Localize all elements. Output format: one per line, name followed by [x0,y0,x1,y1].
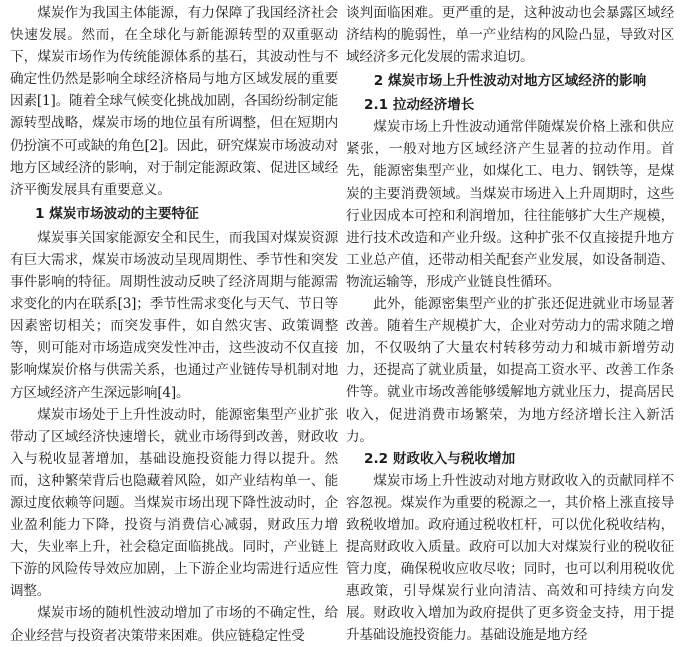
body-paragraph: 煤炭作为我国主体能源，有力保障了我国经济社会快速发展。然而，在全球化与新能源转型的双重驱动下，煤炭市场作为传统能源体系的基石，其波动性与不确定性仍然是影响全球经济格局与地方区域发展的重要因素[1]。随着全球气候变化挑战加剧，各国纷纷制定能源转型战略，煤炭市场的地位虽有所调整，但在短期内仍扮演不可或缺的角色[2]。因此，研究煤炭市场波动对地方区域经济的影响，对于制定能源政策、促进区域经济平衡发展具有重要意义。 [10,5,338,198]
body-paragraph: 煤炭市场上升性波动对地方财政收入的贡献同样不容忽视。煤炭作为重要的税源之一，其价格上涨直接导致税收增加。政府通过税收杠杆，可以优化税收结构，提高财政收入质量。政府可以加大对煤炭行业的税收征管力度，确保税收应收尽收；同时，也可以利用税收优惠政策，引导煤炭行业向清洁、高效和可持续方向发展。财政收入增加为政府提供了更多资金支持，用于提升基础设施投资能力。基础设施是地方经 [346,472,674,644]
body-paragraph: 煤炭市场处于上升性波动时，能源密集型产业扩张带动了区域经济快速增长，就业市场得到改善，财政收入与税收显著增加，基础设施投资能力得以提升。然而，这种繁荣背后也隐藏着风险，如产业结构单一、能源过度依赖等问题。当煤炭市场出现下降性波动时，企业盈利能力下降，投资与消费信心减弱，财政压力增大，失业率上升，社会稳定面临挑战。同时，产业链上下游的风险传导效应加剧，上下游企业均需进行适应性调整。 [10,406,338,600]
subsection-heading [346,448,674,470]
subsection-title: 拉动经济增长 [392,97,475,114]
subsection-heading [346,94,674,116]
body-paragraph: 煤炭市场上升性波动通常伴随煤炭价格上涨和供应紧张，一般对地方区域经济产生显著的拉动作用。首先，能源密集型产业，如煤化工、电力、钢铁等，是煤炭的主要消费领域。当煤炭市场进入上升周期时，这些行业因成本可控和利润增加，往往能够扩大生产规模，进行技术改造和产业升级。这种扩张不仅直接提升地方工业总产值，还带动相关配套产业发展，如设备制造、物流运输等，形成产业链良性循环。 [346,119,674,290]
section-heading: 1 煤炭市场波动的主要特征 [35,205,199,222]
subsection-number: 2.1 [364,97,389,114]
right-column [346,2,674,646]
subsection-title: 财政收入与税收增加 [392,450,516,467]
body-paragraph: 此外，能源密集型产业的扩张还促进就业市场显著改善。随着生产规模扩大，企业对劳动力的需求随之增加，不仅吸纳了大量农村转移劳动力和城市新增劳动力，还提高了就业质量，如提高工资水平、改善工作条件等。就业市场改善能够缓解地方就业压力，提高居民收入，促进消费市场繁荣，为地方经济增长注入新活力。 [346,296,674,445]
section-heading: 2 煤炭市场上升性波动对地方区域经济的影响 [373,73,647,90]
body-paragraph: 煤炭事关国家能源安全和民生，而我国对煤炭资源有巨大需求，煤炭市场波动呈现周期性、季节性和突发事件影响的特征。周期性波动反映了经济周期与能源需求变化的内在联系[3]；季节性需求变化与天气、节日等因素密切相关；而突发事件，如自然灾害、政策调整等，则可能对市场造成突发性冲击，这些波动不仅直接影响煤炭价格与供需关系，也通过产业链传导机制对地方区域经济产生深远影响[4]。 [10,229,338,401]
subsection-number: 2.2 [364,450,389,467]
body-paragraph: 谈判面临困难。更严重的是，这种波动也会暴露区域经济结构的脆弱性，单一产业结构的风险凸显，导致对区域经济多元化发展的需求迫切。 [346,5,674,66]
body-paragraph: 煤炭市场的随机性波动增加了市场的不确定性，给企业经营与投资者决策带来困难。供应链稳定性受 [10,605,338,644]
left-column [10,2,338,647]
